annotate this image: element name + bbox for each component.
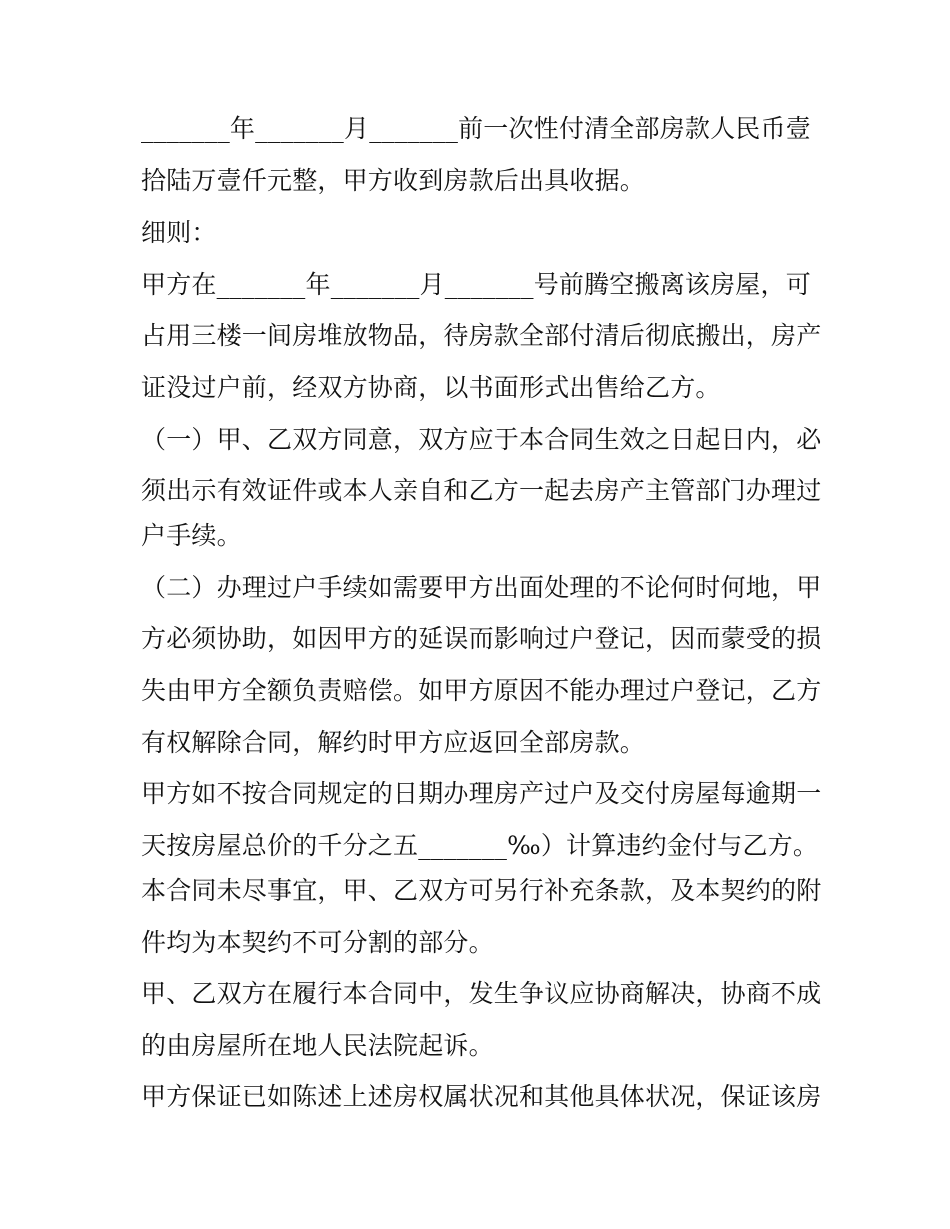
text-line-1: _______年_______月_______前一次性付清全部房款人民币壹 xyxy=(141,114,811,143)
text-line-18: 甲、乙双方在履行本合同中，发生争议应协商解决，协商不成 xyxy=(141,979,822,1008)
text-line-13: 有权解除合同，解约时甲方应返回全部房款。 xyxy=(141,728,646,757)
text-line-4: 甲方在_______年_______月_______号前腾空搬离该房屋，可 xyxy=(141,270,811,299)
text-line-8: 须出示有效证件或本人亲自和乙方一起去房产主管部门办理过 xyxy=(141,476,822,505)
text-line-6: 证没过户前，经双方协商，以书面形式出售给乙方。 xyxy=(141,373,721,402)
text-line-16: 本合同未尽事宜，甲、乙双方可另行补充条款，及本契约的附 xyxy=(141,876,822,905)
text-line-9: 户手续。 xyxy=(141,521,242,550)
text-line-2: 拾陆万壹仟元整，甲方收到房款后出具收据。 xyxy=(141,166,646,195)
text-line-3: 细则： xyxy=(141,218,217,247)
text-line-20: 甲方保证已如陈述上述房权属状况和其他具体状况，保证该房 xyxy=(141,1082,822,1111)
text-line-15: 天按房屋总价的千分之五_______‰）计算违约金付与乙方。 xyxy=(141,831,819,860)
text-line-17: 件均为本契约不可分割的部分。 xyxy=(141,928,494,957)
text-line-14: 甲方如不按合同规定的日期办理房产过户及交付房屋每逾期一 xyxy=(141,779,822,808)
text-line-10: （二）办理过户手续如需要甲方出面处理的不论何时何地，甲 xyxy=(141,573,822,602)
text-line-7: （一）甲、乙双方同意，双方应于本合同生效之日起日内，必 xyxy=(141,425,822,454)
text-line-12: 失由甲方全额负责赔偿。如甲方原因不能办理过户登记，乙方 xyxy=(141,676,822,705)
text-line-19: 的由房屋所在地人民法院起诉。 xyxy=(141,1031,494,1060)
text-line-5: 占用三楼一间房堆放物品，待房款全部付清后彻底搬出，房产 xyxy=(141,321,822,350)
text-line-11: 方必须协助，如因甲方的延误而影响过户登记，因而蒙受的损 xyxy=(141,624,822,653)
